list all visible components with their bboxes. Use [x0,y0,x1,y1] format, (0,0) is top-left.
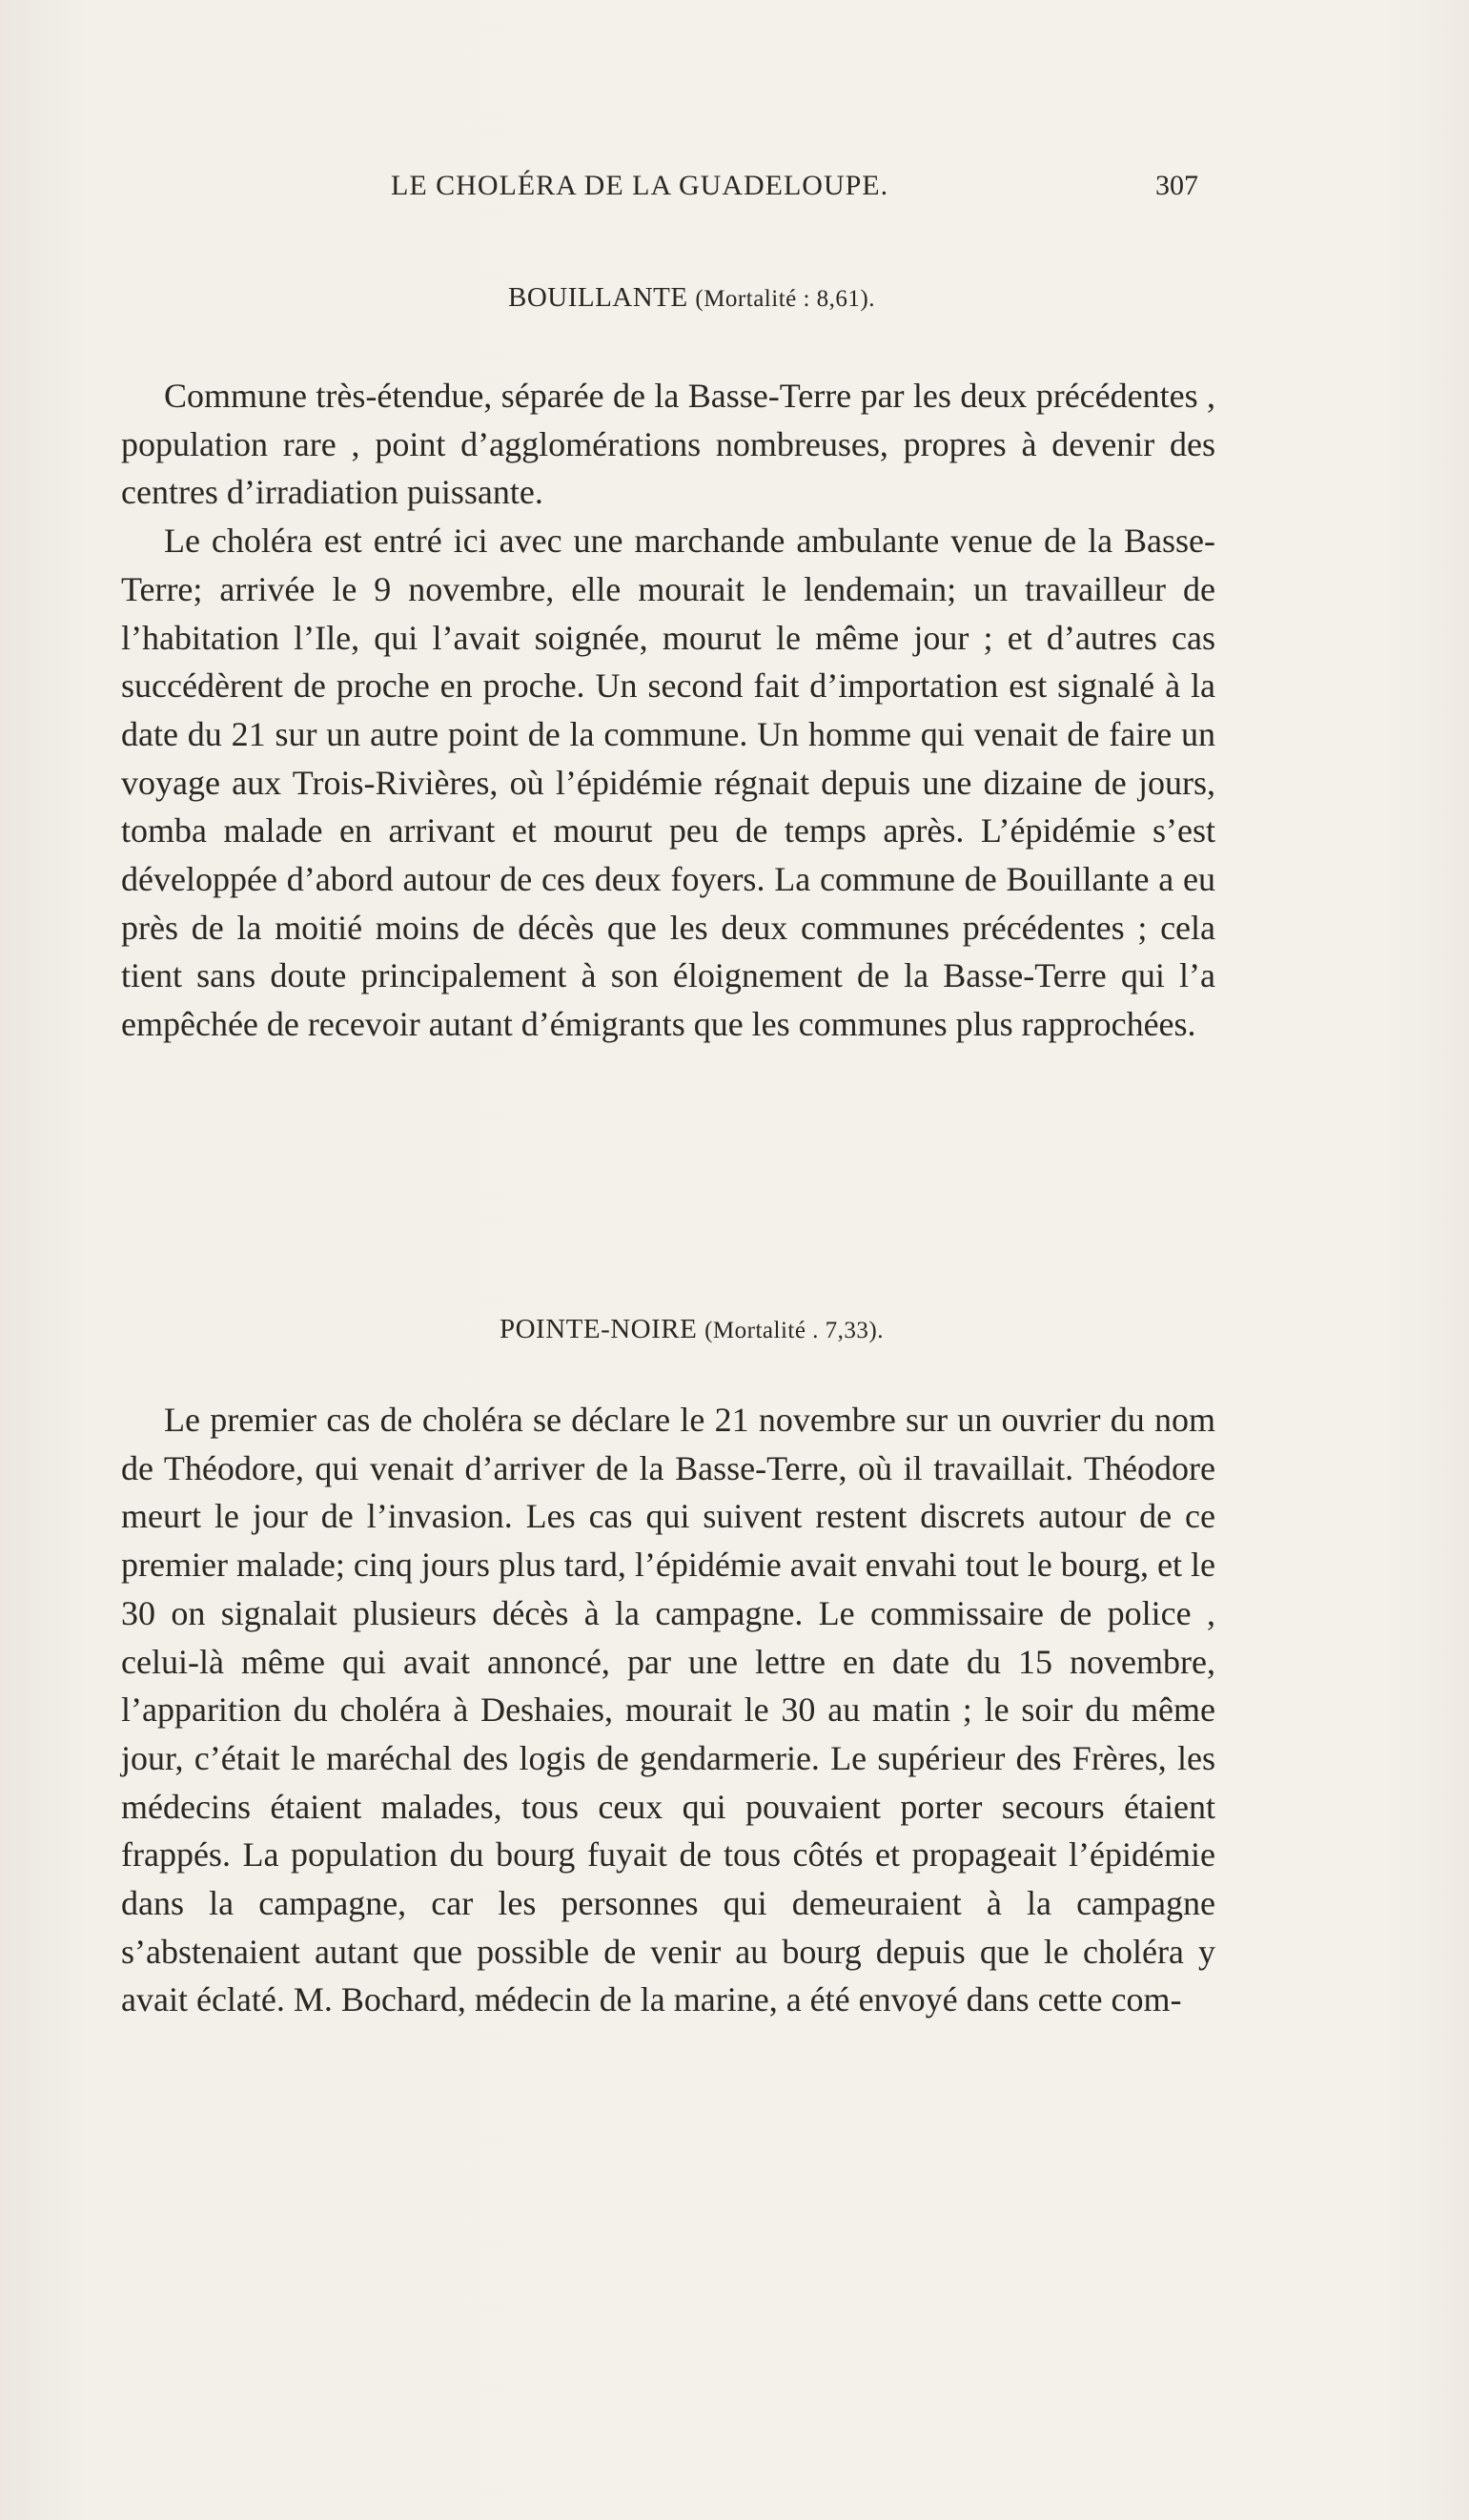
section-body-pointe-noire [121,1396,1215,2024]
section-name: POINTE-NOIRE [499,1314,698,1344]
paragraph: Commune très-étendue, séparée de la Basse-Terre par les deux précédentes , population rare , point d’agglomérations nombreuses, propres à devenir des centres d’irradiation puissante. [121,377,1215,512]
section-body-bouillante [121,372,1215,1049]
section-name: BOUILLANTE [507,282,688,313]
page-number: 307 [1155,170,1198,201]
paragraph: Le choléra est entré ici avec une marchande ambulante venue de la Basse-Terre; arrivée le 9 novembre, elle mourait le lendemain; un travailleur de l’habitation l’Ile, qui l’avait soignée, mourut le même jour ; et d’autres cas succédèrent de proche en proche. Un second fait d’importation est signalé à la date du 21 sur un autre point de la commune. Un homme qui venait de faire un voyage aux Trois-Rivières, où l’épidémie régnait depuis une dizaine de jours, tomba malade en arrivant et mourut peu de temps après. L’épidémie s’est développée d’abord autour de ces deux foyers. La commune de Bouillante a eu près de la moitié moins de décès que les deux communes précédentes ; cela tient sans doute principalement à son éloignement de la Basse-Terre qui l’a empêchée de recevoir autant d’émigrants que les communes plus rapprochées. [121,522,1215,1044]
section-mortality: (Mortalité . 7,33). [704,1318,885,1343]
running-head [0,170,1469,217]
section-heading-bouillante [0,282,1383,314]
paragraph: Le premier cas de choléra se déclare le 21 novembre sur un ouvrier du nom de Théodore, qui venait d’arriver de la Basse-Terre, où il travaillait. Théodore meurt le jour de l’invasion. Les cas qui suivent restent discrets autour de ce premier malade; cinq jours plus tard, l’épidémie avait envahi tout le bourg, et le 30 on signalait plusieurs décès à la campagne. Le commissaire de police , celui-là même qui avait annoncé, par une lettre en date du 15 novembre, l’apparition du choléra à Deshaies, mourait le 30 au matin ; le soir du même jour, c’était le maréchal des logis de gendarmerie. Le supérieur des Frères, les médecins étaient malades, tous ceux qui pouvaient porter secours étaient frappés. La population du bourg fuyait de tous côtés et propageait l’épidémie dans la campagne, car les personnes qui demeuraient à la campagne s’abstenaient autant que possible de venir au bourg depuis que le choléra y avait éclaté. M. Bochard, médecin de la marine, a été envoyé dans cette com- [121,1401,1215,2019]
section-heading-pointe-noire [0,1314,1383,1345]
running-title: LE CHOLÉRA DE LA GUADELOUPE. [391,170,889,201]
section-mortality: (Mortalité : 8,61). [695,286,876,312]
